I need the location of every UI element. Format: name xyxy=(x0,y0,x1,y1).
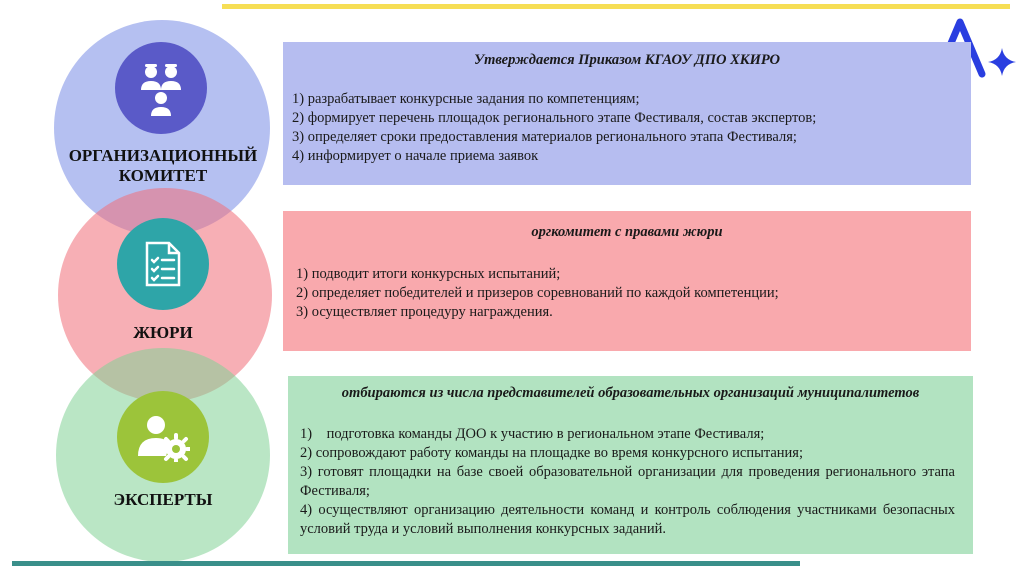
list-item: 1) подготовка команды ДОО к участию в региональном этапе Фестиваля; xyxy=(300,426,765,442)
org-committee-label: ОРГАНИЗАЦИОННЫЙ КОМИТЕТ xyxy=(68,146,258,185)
panel-title: оргкомитет с правами жюри xyxy=(531,224,723,240)
checklist-document-icon xyxy=(117,218,209,310)
list-item: 2) определяет победителей и призеров соревнований по каждой компетенции; xyxy=(296,285,779,301)
team-users-icon xyxy=(115,42,207,134)
list-item: 4) информирует о начале приема заявок xyxy=(292,148,539,164)
list-item: 3) осуществляет процедуру награждения. xyxy=(296,304,553,320)
expert-gear-icon xyxy=(117,391,209,483)
panel-title: Утверждается Приказом КГАОУ ДПО ХКИРО xyxy=(473,52,780,68)
list-item: 1) разрабатывает конкурсные задания по компетенциям; xyxy=(292,91,640,107)
list-item: 3) готовят площадки на базе своей образовательной организации для проведения регионального этапа Фестиваля; xyxy=(300,464,955,499)
list-item: 3) определяет сроки предоставления материалов регионального этапа Фестиваля; xyxy=(292,129,797,145)
bottom-decorative-line xyxy=(12,561,800,566)
duties-list xyxy=(296,265,779,322)
top-decorative-line xyxy=(222,4,1010,9)
org-committee-panel xyxy=(283,42,971,185)
duties-list xyxy=(292,90,816,166)
jury-label: ЖЮРИ xyxy=(133,323,193,342)
experts-panel xyxy=(288,376,973,554)
duties-list xyxy=(300,425,955,539)
panel-title: отбираются из числа представителей образовательных организаций муниципалитетов xyxy=(341,385,920,401)
jury-panel xyxy=(283,211,971,351)
list-item: 2) формирует перечень площадок регионального этапе Фестиваля, состав экспертов; xyxy=(292,110,817,126)
list-item: 2) сопровождают работу команды на площадке во время конкурсного испытания; xyxy=(300,445,804,461)
list-item: 1) подводит итоги конкурсных испытаний; xyxy=(296,266,561,282)
experts-label: ЭКСПЕРТЫ xyxy=(113,490,213,509)
list-item: 4) осуществляют организацию деятельности команд и контроль соблюдения участниками безопасных условий труда и условий выполнения конкурсных заданий. xyxy=(300,502,955,537)
